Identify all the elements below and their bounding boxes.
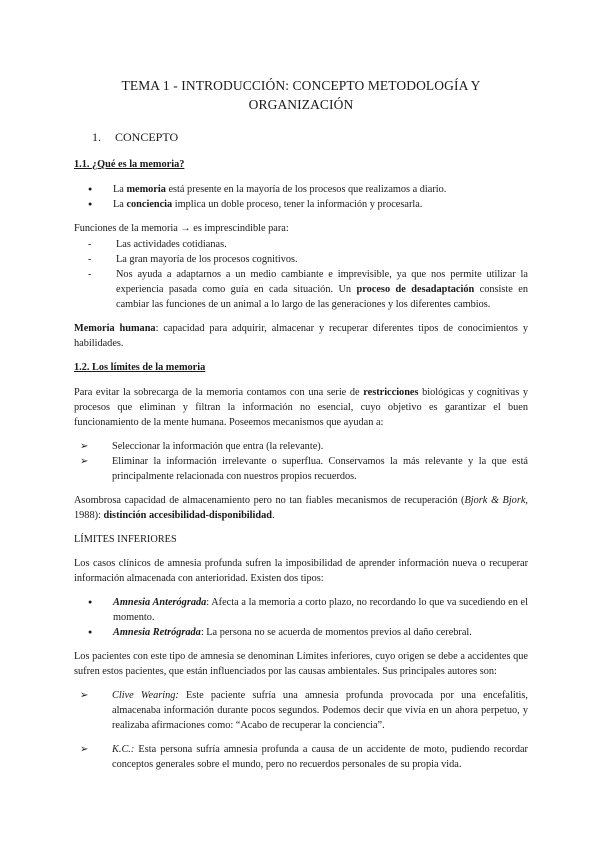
funciones-intro: Funciones de la memoria → es imprescindible para: [74, 223, 289, 234]
list-item: - La gran mayoría de los procesos cognitivos. [88, 252, 528, 267]
list-item: ● La memoria está presente en la mayoría de los procesos que realizamos a diario. [86, 182, 528, 197]
paragraph-almacenamiento: Asombrosa capacidad de almacenamiento pero no tan fiables mecanismos de recuperación (Bjork & Bjork, 1988): distinción accesibilidad-disponibilidad. [74, 495, 528, 521]
list-item: ➢ Clive Wearing: Este paciente sufría una amnesia profunda provocada por una encefalitis, almacenaba información durante pocos segundos. Podemos decir que vivía en un ahora perpetuo, y realizaba afirmaciones como: “Acabo de recuperar la conciencia”. [80, 688, 528, 733]
list-item: - Las actividades cotidianas. [88, 237, 528, 252]
title-line-1: TEMA 1 - INTRODUCCIÓN: CONCEPTO METODOLOGÍA Y [121, 78, 481, 93]
subsection-heading-1-1: 1.1. ¿Qué es la memoria? [74, 159, 185, 170]
list-item: ➢ K.C.: Esta persona sufría amnesia profunda a causa de un accidente de moto, pudiendo recordar conceptos generales sobre el mundo, pero no recuerdos personales de su propia vida. [80, 742, 528, 772]
list-item: ● La conciencia implica un doble proceso, tener la información y procesarla. [86, 197, 528, 212]
mecanismos-arrow-list [74, 439, 528, 484]
memoria-bullet-list [74, 182, 528, 212]
list-item: - Nos ayuda a adaptarnos a un medio cambiante e imprevisible, ya que nos permite utilizar la experiencia pasada como guía en cada situación. Un proceso de desadaptación consiste en cambiar las funciones de un animal a lo largo de las generaciones y los diferentes cambios. [88, 267, 528, 312]
paragraph-pacientes: Los pacientes con este tipo de amnesia se denominan Límites inferiores, cuyo origen se debe a accidentes que sufren estos pacientes, que están influenciados por las causas ambientales. Sus principales autores son: [74, 651, 528, 677]
paragraph-restricciones: Para evitar la sobrecarga de la memoria contamos con una serie de restricciones biológicas y cognitivas y procesos que eliminan y filtran la información no esencial, cuyo objetivo es garantizar el buen funcionamiento de la mente humana. Poseemos mecanismos que ayudan a: [74, 387, 528, 428]
case-studies-list [74, 688, 528, 772]
list-item: ● Amnesia Anterógrada: Afecta a la memoria a corto plazo, no recordando lo que va sucediendo en el momento. [86, 595, 528, 625]
memoria-humana-definition: Memoria humana: capacidad para adquirir, almacenar y recuperar diferentes tipos de conocimientos y habilidades. [74, 323, 528, 349]
title-line-2: ORGANIZACIÓN [248, 97, 354, 112]
subsection-heading-1-2: 1.2. Los límites de la memoria [74, 362, 206, 373]
section-number: 1. [92, 130, 101, 144]
amnesia-types-list [74, 595, 528, 640]
document-title [74, 76, 528, 114]
paragraph-amnesia-profunda: Los casos clínicos de amnesia profunda sufren la imposibilidad de aprender información nueva o recuperar información almacenada con anterioridad. Existen dos tipos: [74, 558, 528, 584]
limites-inferiores-heading: LÍMITES INFERIORES [74, 534, 177, 545]
list-item: ● Amnesia Retrógrada: La persona no se acuerda de momentos previos al daño cerebral. [86, 625, 528, 640]
section-heading-concepto [92, 130, 528, 145]
list-item: ➢ Seleccionar la información que entra (la relevante). [80, 439, 528, 454]
list-item: ➢ Eliminar la información irrelevante o superflua. Conservamos la más relevante y la que está principalmente relacionada con nuestros propios recuerdos. [80, 454, 528, 484]
funciones-dash-list [74, 237, 528, 312]
section-label: CONCEPTO [115, 130, 179, 144]
